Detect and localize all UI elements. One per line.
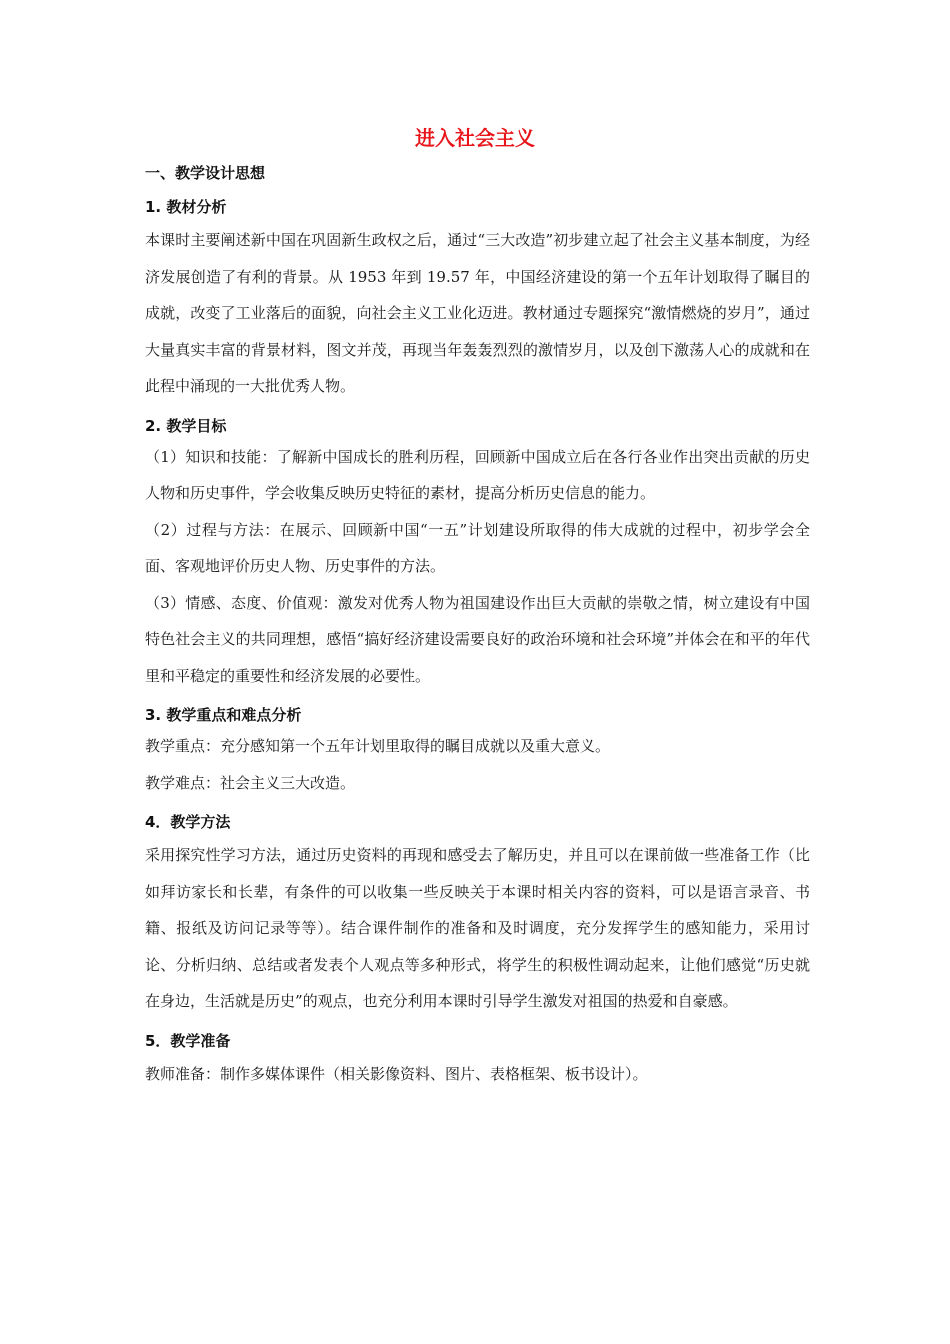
heading-teaching-preparation: 5．教学准备 bbox=[145, 1031, 231, 1050]
heading-teaching-methods: 4．教学方法 bbox=[145, 813, 231, 831]
paragraph-key-point: 教学重点：充分感知第一个五年计划里取得的瞩目成就以及重大意义。 bbox=[145, 737, 611, 755]
section-heading-design-thinking: 一、教学设计思想 bbox=[145, 164, 266, 182]
paragraph-teaching-methods: 采用探究性学习方法，通过历史资料的再现和感受去了解历史，并且可以在课前做一些准备工作（比如拜访家长和长辈，有条件的可以收集一些反映关于本课时相关内容的资料，可以是语言录音、书籍、报纸及访问记录等等）。结合课件制作的准备和及时调度，充分发挥学生的感知能力，采用讨论、分析归纳、总结或者发表个人观点等多种形式，将学生的积极性调动起来，让他们感觉“历史就在身边，生活就是历史”的观点，也充分利用本课时引导学生激发对祖国的热爱和自豪感。 bbox=[145, 846, 810, 1010]
heading-textbook-analysis: 1. 教材分析 bbox=[145, 198, 227, 216]
paragraph-goal-emotion: （3）情感、态度、价值观：激发对优秀人物为祖国建设作出巨大贡献的崇敬之情，树立建设有中国特色社会主义的共同理想，感悟“搞好经济建设需要良好的政治环境和社会环境”并体会在和平的年代里和平稳定的重要性和经济发展的必要性。 bbox=[145, 593, 810, 685]
paragraph-difficult-point: 教学难点：社会主义三大改造。 bbox=[145, 773, 356, 792]
document-body bbox=[145, 160, 810, 1092]
heading-key-difficult-points: 3. 教学重点和难点分析 bbox=[145, 706, 302, 724]
paragraph-teaching-preparation: 教师准备：制作多媒体课件（相关影像资料、图片、表格框架、板书设计）。 bbox=[145, 1064, 648, 1083]
heading-teaching-goals: 2. 教学目标 bbox=[145, 416, 227, 435]
document-title: 进入社会主义 bbox=[415, 126, 535, 150]
paragraph-textbook-analysis: 本课时主要阐述新中国在巩固新生政权之后，通过“三大改造”初步建立起了社会主义基本制度，为经济发展创造了有利的背景。从 1953 年到 19.57 年，中国经济建设的第一个五年计划取得了瞩目的成就，改变了工业落后的面貌，向社会主义工业化迈进。教材通过专题探究“激情燃烧的岁月”，通过大量真实丰富的背景材料，图文并茂，再现当年轰轰烈烈的激情岁月，以及创下激荡人心的成就和在此程中涌现的一大批优秀人物。 bbox=[145, 231, 810, 395]
paragraph-goal-process: （2）过程与方法：在展示、回顾新中国“一五”计划建设所取得的伟大成就的过程中，初步学会全面、客观地评价历史人物、历史事件的方法。 bbox=[145, 520, 810, 575]
paragraph-goal-knowledge: （1）知识和技能：了解新中国成长的胜利历程，回顾新中国成立后在各行各业作出突出贡献的历史人物和历史事件，学会收集反映历史特征的素材，提高分析历史信息的能力。 bbox=[145, 447, 810, 502]
